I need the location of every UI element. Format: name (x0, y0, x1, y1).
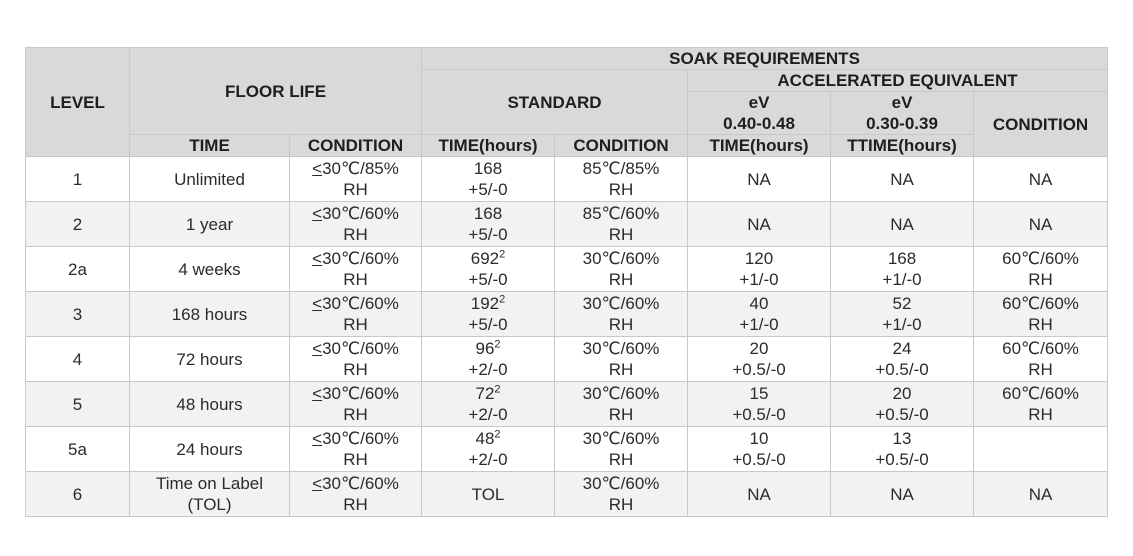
cell-standard-time-line (422, 383, 554, 404)
cell-floor-life-time-line: Time on Label (155, 474, 264, 493)
less-equal-symbol: < (312, 159, 323, 178)
cell-floor-life-condition (290, 202, 422, 247)
header-ev2-label: eV (891, 93, 913, 112)
cell-ev2-time-line: 52 (892, 294, 912, 313)
cell-standard-time (422, 427, 555, 472)
cell-floor-life-time-line: 1 year (185, 214, 234, 234)
header-floor-life: FLOOR LIFE (130, 48, 422, 135)
cell-accelerated-condition-line: NA (1028, 214, 1053, 234)
cell-standard-time-tolerance: +5/-0 (468, 315, 508, 334)
cell-accelerated-condition-line: 60℃/60% (1002, 384, 1079, 403)
cell-ev1-time-line: 40 (749, 294, 769, 313)
cell-ev2-time (831, 157, 974, 202)
cell-ev2-time-line: 13 (892, 429, 912, 448)
cell-standard-condition-line: 85℃/85% (582, 159, 660, 178)
footnote-superscript: 2 (499, 248, 506, 261)
cell-ev2-time-line: +0.5/-0 (875, 450, 929, 469)
cell-level: 4 (26, 337, 130, 382)
cell-floor-life-condition-line (290, 248, 421, 269)
cell-ev2-time (831, 337, 974, 382)
cell-floor-life-condition-line (290, 428, 421, 449)
header-ev1-range: 0.40-0.48 (723, 114, 795, 133)
cell-level: 1 (26, 157, 130, 202)
cell-standard-time (422, 337, 555, 382)
cell-floor-life-condition-line: RH (343, 360, 368, 379)
cell-standard-condition-line: 30℃/60% (582, 429, 660, 448)
cell-accelerated-condition (974, 202, 1108, 247)
less-equal-symbol: < (312, 204, 323, 223)
subheader-ev2-time: TTIME(hours) (831, 135, 974, 157)
condition-value: 30℃/60% (322, 474, 399, 493)
cell-floor-life-condition (290, 247, 422, 292)
standard-time-value: 168 (473, 159, 503, 178)
cell-ev1-time-line: +0.5/-0 (732, 405, 786, 424)
cell-accelerated-condition-line: 60℃/60% (1002, 339, 1079, 358)
cell-floor-life-time (130, 427, 290, 472)
cell-standard-condition (555, 337, 688, 382)
table-row (26, 472, 1108, 517)
subheader-standard-time: TIME(hours) (422, 135, 555, 157)
table-body (26, 157, 1108, 517)
table-header (26, 48, 1108, 157)
less-equal-symbol: < (312, 429, 323, 448)
less-equal-symbol: < (312, 384, 323, 403)
cell-floor-life-condition-line: RH (343, 225, 368, 244)
subheader-floor-life-time: TIME (130, 135, 290, 157)
cell-floor-life-condition-line (290, 383, 421, 404)
cell-ev2-time (831, 427, 974, 472)
cell-ev1-time (688, 247, 831, 292)
cell-standard-condition-line: RH (608, 405, 634, 424)
cell-floor-life-condition (290, 157, 422, 202)
cell-accelerated-condition (974, 427, 1108, 472)
header-ev-040-048 (688, 92, 831, 135)
cell-accelerated-condition-line: NA (1028, 169, 1053, 189)
cell-standard-time (422, 247, 555, 292)
cell-floor-life-condition (290, 427, 422, 472)
cell-ev2-time-line: NA (890, 169, 914, 189)
cell-standard-time-tolerance: +2/-0 (468, 450, 508, 469)
table-row (26, 337, 1108, 382)
cell-floor-life-condition (290, 292, 422, 337)
cell-standard-time (422, 157, 555, 202)
cell-standard-condition-line: RH (608, 450, 634, 469)
cell-accelerated-condition (974, 382, 1108, 427)
cell-standard-condition (555, 157, 688, 202)
cell-accelerated-condition (974, 292, 1108, 337)
table-row (26, 382, 1108, 427)
cell-standard-condition-line: RH (608, 315, 634, 334)
cell-floor-life-time-line: 168 hours (171, 304, 248, 324)
standard-time-value: TOL (471, 484, 505, 504)
cell-standard-condition-line: RH (608, 225, 634, 244)
cell-standard-condition (555, 382, 688, 427)
cell-ev2-time (831, 292, 974, 337)
cell-accelerated-condition (974, 472, 1108, 517)
cell-standard-condition-line: 30℃/60% (582, 249, 660, 268)
cell-floor-life-time (130, 247, 290, 292)
cell-floor-life-condition-line (290, 293, 421, 314)
cell-accelerated-condition (974, 337, 1108, 382)
less-equal-symbol: < (312, 474, 323, 493)
cell-standard-condition-line: RH (608, 360, 634, 379)
cell-floor-life-condition-line (290, 203, 421, 224)
cell-floor-life-condition (290, 382, 422, 427)
cell-standard-time-line (422, 484, 554, 505)
cell-standard-condition-line: 30℃/60% (582, 474, 660, 493)
cell-floor-life-time-line: 4 weeks (178, 259, 241, 279)
cell-ev1-time-line: NA (747, 484, 771, 504)
standard-time-value: 192 (470, 294, 500, 313)
cell-floor-life-condition (290, 472, 422, 517)
cell-ev2-time (831, 382, 974, 427)
cell-standard-time (422, 202, 555, 247)
cell-standard-condition (555, 292, 688, 337)
cell-floor-life-time (130, 337, 290, 382)
cell-floor-life-condition (290, 337, 422, 382)
cell-standard-time-tolerance: +2/-0 (468, 360, 508, 379)
cell-level: 2 (26, 202, 130, 247)
msl-table-container (25, 47, 1107, 517)
cell-ev1-time-line: 20 (749, 339, 769, 358)
less-equal-symbol: < (312, 249, 323, 268)
cell-floor-life-condition-line: RH (343, 270, 368, 289)
cell-standard-time (422, 382, 555, 427)
cell-ev1-time (688, 382, 831, 427)
standard-time-value: 48 (475, 429, 495, 448)
cell-standard-condition (555, 202, 688, 247)
cell-standard-time-tolerance: +5/-0 (468, 180, 508, 199)
cell-floor-life-condition-line: RH (343, 315, 368, 334)
cell-standard-time-line (422, 428, 554, 449)
cell-floor-life-condition-line (290, 338, 421, 359)
header-ev1-label: eV (748, 93, 770, 112)
cell-standard-condition-line: 30℃/60% (582, 384, 660, 403)
subheader-ev1-time: TIME(hours) (688, 135, 831, 157)
cell-ev1-time (688, 472, 831, 517)
footnote-superscript: 2 (499, 293, 506, 306)
cell-standard-time-line (422, 338, 554, 359)
cell-standard-time-tolerance: +2/-0 (468, 405, 508, 424)
cell-standard-condition-line: 30℃/60% (582, 339, 660, 358)
cell-accelerated-condition (974, 247, 1108, 292)
cell-accelerated-condition-line: RH (1028, 315, 1053, 334)
cell-accelerated-condition-line: RH (1028, 360, 1053, 379)
cell-standard-time-line (422, 203, 554, 224)
cell-floor-life-condition-line: RH (343, 450, 368, 469)
condition-value: 30℃/60% (322, 429, 399, 448)
cell-accelerated-condition (974, 157, 1108, 202)
cell-standard-condition-line: RH (608, 180, 634, 199)
cell-floor-life-time (130, 292, 290, 337)
cell-floor-life-time-line: Unlimited (174, 169, 245, 189)
subheader-floor-life-condition: CONDITION (290, 135, 422, 157)
cell-standard-time-line (422, 293, 554, 314)
cell-accelerated-condition-line: RH (1028, 270, 1053, 289)
cell-ev2-time-line: NA (890, 214, 914, 234)
cell-floor-life-time (130, 382, 290, 427)
cell-ev1-time-line: +1/-0 (739, 315, 779, 334)
cell-standard-condition (555, 472, 688, 517)
cell-ev2-time (831, 472, 974, 517)
cell-floor-life-time-line: 48 hours (176, 394, 243, 414)
footnote-superscript: 2 (494, 383, 501, 396)
cell-standard-condition (555, 427, 688, 472)
cell-ev1-time (688, 292, 831, 337)
condition-value: 30℃/60% (322, 339, 399, 358)
standard-time-value: 168 (473, 204, 503, 223)
footnote-superscript: 2 (494, 428, 501, 441)
cell-level: 3 (26, 292, 130, 337)
cell-floor-life-time-line: (TOL) (187, 495, 232, 514)
cell-ev2-time-line: +1/-0 (882, 315, 922, 334)
header-soak-requirements: SOAK REQUIREMENTS (422, 48, 1108, 70)
cell-ev1-time (688, 157, 831, 202)
condition-value: 30℃/60% (322, 204, 399, 223)
cell-ev1-time-line: +1/-0 (739, 270, 779, 289)
cell-standard-time-tolerance: +5/-0 (468, 225, 508, 244)
condition-value: 30℃/60% (322, 384, 399, 403)
cell-ev2-time-line: +0.5/-0 (875, 360, 929, 379)
cell-standard-time-line (422, 248, 554, 269)
cell-ev1-time-line: 120 (744, 249, 774, 268)
cell-level: 6 (26, 472, 130, 517)
header-accelerated-condition: CONDITION (974, 92, 1108, 157)
cell-ev1-time (688, 427, 831, 472)
header-standard: STANDARD (422, 70, 688, 135)
cell-floor-life-condition-line (290, 473, 421, 494)
cell-level: 5a (26, 427, 130, 472)
standard-time-value: 96 (475, 339, 495, 358)
cell-ev1-time-line: +0.5/-0 (732, 360, 786, 379)
cell-ev1-time (688, 202, 831, 247)
cell-standard-condition-line: 30℃/60% (582, 294, 660, 313)
cell-ev1-time-line: NA (747, 169, 771, 189)
cell-ev1-time-line: NA (747, 214, 771, 234)
table-row (26, 202, 1108, 247)
cell-floor-life-condition-line: RH (343, 405, 368, 424)
cell-accelerated-condition-line: RH (1028, 405, 1053, 424)
less-equal-symbol: < (312, 294, 323, 313)
cell-floor-life-time (130, 202, 290, 247)
cell-floor-life-time (130, 157, 290, 202)
cell-level: 2a (26, 247, 130, 292)
header-accelerated-equivalent: ACCELERATED EQUIVALENT (688, 70, 1108, 92)
cell-level: 5 (26, 382, 130, 427)
standard-time-value: 692 (470, 249, 500, 268)
cell-standard-time-line (422, 158, 554, 179)
subheader-standard-condition: CONDITION (555, 135, 688, 157)
header-ev-030-039 (831, 92, 974, 135)
cell-floor-life-time-line: 24 hours (176, 439, 243, 459)
cell-ev2-time-line: 24 (892, 339, 912, 358)
cell-standard-time (422, 292, 555, 337)
cell-accelerated-condition-line: 60℃/60% (1002, 294, 1079, 313)
cell-ev2-time (831, 202, 974, 247)
cell-standard-condition-line: RH (608, 270, 634, 289)
cell-standard-condition-line: 85℃/60% (582, 204, 660, 223)
msl-soak-table (25, 47, 1108, 517)
cell-ev2-time-line: NA (890, 484, 914, 504)
cell-standard-time (422, 472, 555, 517)
cell-ev1-time-line: +0.5/-0 (732, 450, 786, 469)
header-ev2-range: 0.30-0.39 (866, 114, 938, 133)
cell-standard-condition (555, 247, 688, 292)
footnote-superscript: 2 (494, 338, 501, 351)
cell-ev1-time (688, 337, 831, 382)
cell-ev2-time-line: 168 (887, 249, 917, 268)
cell-ev2-time-line: +1/-0 (882, 270, 922, 289)
cell-standard-time-tolerance: +5/-0 (468, 270, 508, 289)
header-level: LEVEL (26, 48, 130, 157)
cell-ev2-time-line: +0.5/-0 (875, 405, 929, 424)
table-row (26, 427, 1108, 472)
standard-time-value: 72 (475, 384, 495, 403)
cell-ev2-time (831, 247, 974, 292)
condition-value: 30℃/60% (322, 249, 399, 268)
cell-accelerated-condition-line: NA (1028, 484, 1053, 504)
cell-floor-life-time-line: 72 hours (176, 349, 243, 369)
cell-floor-life-condition-line: RH (343, 495, 368, 514)
cell-floor-life-condition-line (290, 158, 421, 179)
table-row (26, 247, 1108, 292)
table-row (26, 292, 1108, 337)
table-row (26, 157, 1108, 202)
cell-floor-life-condition-line: RH (343, 180, 368, 199)
condition-value: 30℃/85% (322, 159, 399, 178)
cell-ev1-time-line: 15 (749, 384, 769, 403)
cell-standard-condition-line: RH (608, 495, 634, 514)
cell-ev2-time-line: 20 (892, 384, 912, 403)
cell-accelerated-condition-line: 60℃/60% (1002, 249, 1079, 268)
cell-ev1-time-line: 10 (749, 429, 769, 448)
cell-floor-life-time (130, 472, 290, 517)
condition-value: 30℃/60% (322, 294, 399, 313)
less-equal-symbol: < (312, 339, 323, 358)
